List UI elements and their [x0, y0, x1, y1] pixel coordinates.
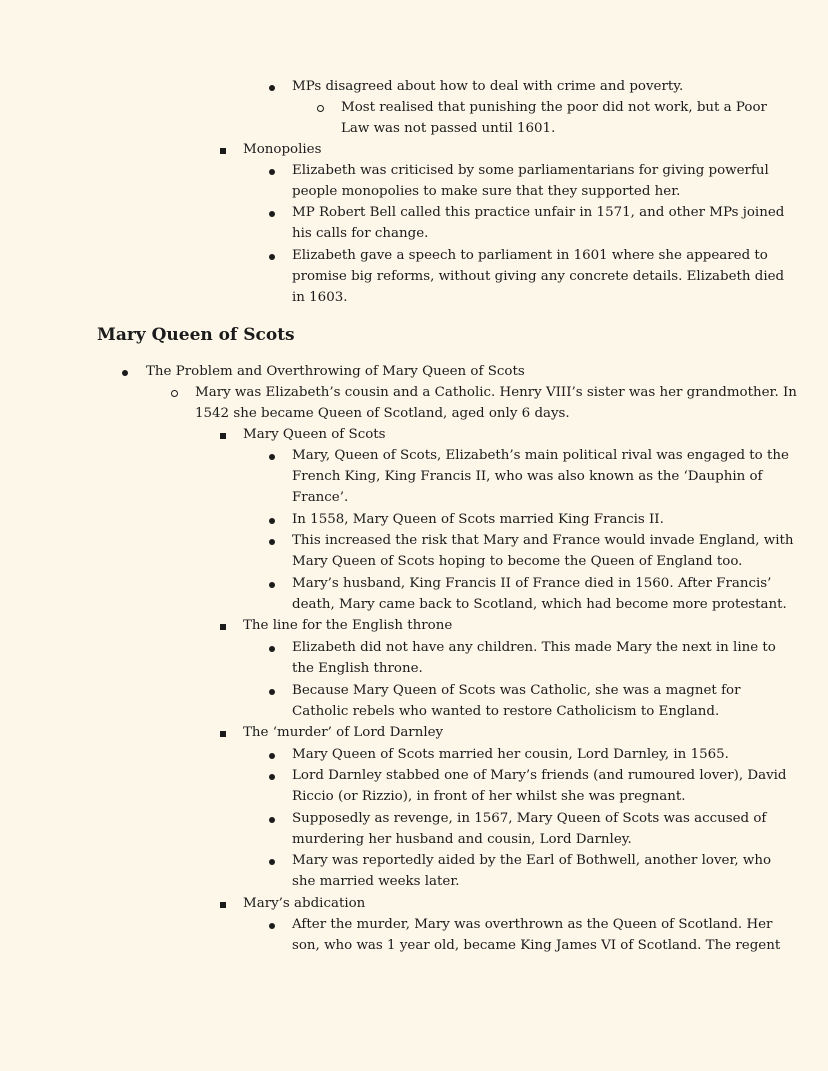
bullet-disc [269, 531, 275, 552]
bullet-disc [269, 574, 275, 595]
list-item: MP Robert Bell called this practice unfair in 1571, and other MPs joined [292, 205, 785, 220]
list-item-cont: murdering her husband and cousin, Lord Darnley. [292, 832, 632, 847]
bullet-disc [269, 745, 275, 766]
list-item: Elizabeth did not have any children. This made Mary the next in line to [292, 640, 776, 655]
list-item-cont: 1542 she became Queen of Scotland, aged only 6 days. [195, 406, 570, 421]
bullet-disc [269, 638, 275, 659]
list-item: Most realised that punishing the poor did not work, but a Poor [341, 100, 767, 115]
list-item-cont: son, who was 1 year old, became King James VI of Scotland. The regent [292, 938, 781, 953]
list-item: Mary was Elizabeth’s cousin and a Catholic. Henry VIII’s sister was her grandmother. In [195, 385, 797, 400]
section-subtitle: Mary Queen of Scots [243, 427, 386, 442]
section-subtitle: The ‘murder’ of Lord Darnley [243, 725, 444, 740]
list-item-cont: in 1603. [292, 290, 348, 305]
bullet-disc [269, 809, 275, 830]
list-item: Elizabeth was criticised by some parliamentarians for giving powerful [292, 163, 769, 178]
list-item: After the murder, Mary was overthrown as the Queen of Scotland. Her [292, 917, 773, 932]
bullet-disc [269, 681, 275, 702]
list-item-cont: Riccio (or Rizzio), in front of her whilst she was pregnant. [292, 789, 686, 804]
bullet-disc [269, 446, 275, 467]
bullet-disc [269, 77, 275, 98]
list-item-cont: French King, King Francis II, who was also known as the ‘Dauphin of [292, 469, 763, 484]
section-subtitle: Mary’s abdication [243, 896, 366, 911]
bullet-square [220, 140, 226, 161]
list-item-cont: Mary Queen of Scots hoping to become the Queen of England too. [292, 554, 743, 569]
list-item: Mary, Queen of Scots, Elizabeth’s main political rival was engaged to the [292, 448, 789, 463]
bullet-disc [269, 851, 275, 872]
list-item: Supposedly as revenge, in 1567, Mary Queen of Scots was accused of [292, 811, 767, 826]
bullet-disc [269, 510, 275, 531]
list-item-cont: people monopolies to make sure that they supported her. [292, 184, 681, 199]
bullet-disc [122, 362, 128, 383]
list-item-cont: Catholic rebels who wanted to restore Catholicism to England. [292, 704, 720, 719]
list-item: Lord Darnley stabbed one of Mary’s friends (and rumoured lover), David [292, 768, 787, 783]
bullet-square [220, 723, 226, 744]
list-item: Mary was reportedly aided by the Earl of Bothwell, another lover, who [292, 853, 772, 868]
bullet-square [220, 425, 226, 446]
list-item: Because Mary Queen of Scots was Catholic, she was a magnet for [292, 683, 741, 698]
list-item-cont: the English throne. [292, 661, 423, 676]
bullet-circle [171, 383, 178, 404]
list-item: MPs disagreed about how to deal with crime and poverty. [292, 79, 684, 94]
list-item: The Problem and Overthrowing of Mary Queen of Scots [146, 364, 525, 379]
bullet-disc [269, 766, 275, 787]
bullet-disc [269, 246, 275, 267]
list-item-cont: Law was not passed until 1601. [341, 121, 556, 136]
list-item-cont: France’. [292, 490, 349, 505]
bullet-circle [317, 98, 324, 119]
list-item: Mary Queen of Scots married her cousin, Lord Darnley, in 1565. [292, 747, 729, 762]
list-item-cont: promise big reforms, without giving any concrete details. Elizabeth died [292, 269, 785, 284]
bullet-disc [269, 915, 275, 936]
bullet-square [220, 894, 226, 915]
list-item-cont: his calls for change. [292, 226, 429, 241]
list-item-cont: she married weeks later. [292, 874, 460, 889]
list-item-cont: death, Mary came back to Scotland, which had become more protestant. [292, 597, 787, 612]
list-item: In 1558, Mary Queen of Scots married King Francis II. [292, 512, 664, 527]
list-item: Elizabeth gave a speech to parliament in 1601 where she appeared to [292, 248, 768, 263]
section-heading: Mary Queen of Scots [97, 325, 295, 345]
bullet-disc [269, 161, 275, 182]
bullet-disc [269, 203, 275, 224]
section-subtitle: The line for the English throne [243, 618, 453, 633]
section-subtitle: Monopolies [243, 142, 322, 157]
list-item: This increased the risk that Mary and France would invade England, with [292, 533, 794, 548]
bullet-square [220, 616, 226, 637]
list-item: Mary’s husband, King Francis II of France died in 1560. After Francis’ [292, 576, 772, 591]
